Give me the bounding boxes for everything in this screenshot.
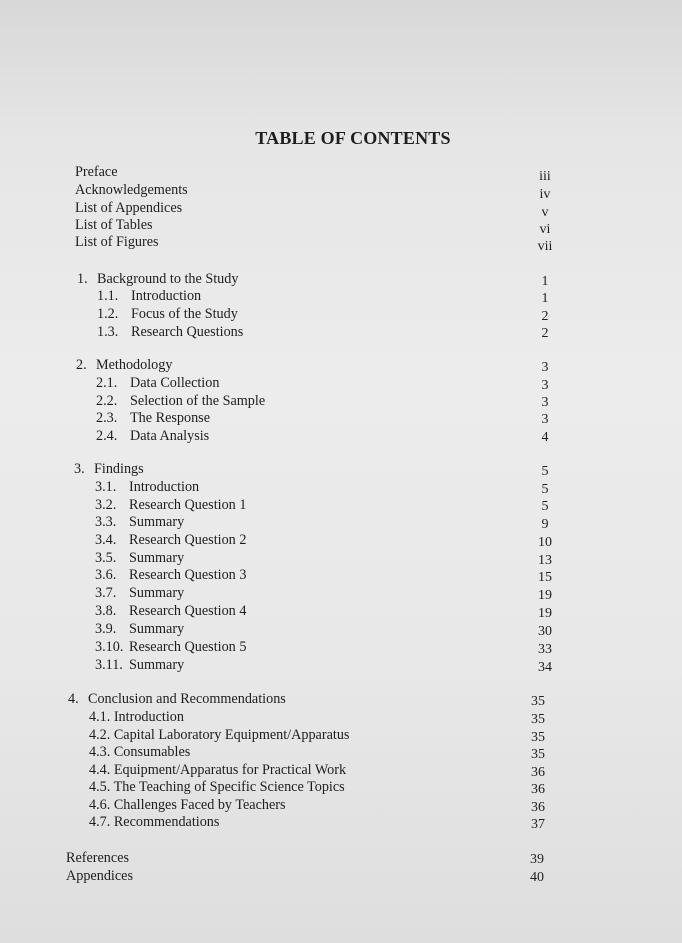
section-number: 4.2.	[89, 727, 111, 743]
section-number: 1.3.	[97, 324, 119, 340]
toc-page-number: 1	[541, 274, 549, 289]
section-title: Recommendations	[113, 814, 220, 830]
section-title: Focus of the Study	[131, 306, 238, 322]
toc-section	[95, 656, 184, 674]
toc-page-number: 3	[541, 412, 549, 427]
toc-section	[89, 726, 349, 744]
toc-page-number: 13	[538, 553, 552, 568]
toc-entry-label: List of Appendices	[75, 200, 183, 216]
section-number: 4.4.	[89, 762, 111, 778]
section-number: 2.3.	[96, 410, 118, 426]
toc-page-number: 35	[531, 712, 545, 727]
toc-section	[95, 638, 246, 656]
chapter-title: Findings	[94, 461, 144, 477]
toc-page-number: 37	[531, 817, 545, 832]
toc-section	[95, 513, 184, 531]
toc-page-number: 2	[541, 326, 549, 341]
toc-page-number: 4	[541, 430, 549, 445]
toc-page-number: 19	[538, 588, 552, 603]
toc-entry-references	[66, 849, 129, 867]
toc-entry-label: List of Tables	[75, 217, 153, 233]
section-title: Equipment/Apparatus for Practical Work	[113, 762, 347, 778]
section-title: Summary	[129, 550, 185, 566]
section-title: Research Question 4	[129, 603, 247, 619]
section-title: Introduction	[113, 709, 184, 725]
section-title: Challenges Faced by Teachers	[113, 797, 286, 813]
toc-section	[89, 761, 346, 779]
toc-entry-list-of-tables	[75, 216, 153, 234]
toc-page-number: 36	[531, 765, 545, 780]
section-title: Data Collection	[130, 375, 220, 391]
toc-chapter-2	[76, 356, 172, 374]
toc-entry-preface	[75, 163, 118, 181]
toc-section	[95, 478, 199, 496]
toc-section	[89, 813, 219, 831]
toc-page-number: 35	[531, 747, 545, 762]
toc-page-number: 34	[538, 660, 552, 675]
toc-page-number: 39	[530, 852, 544, 867]
toc-page-number: 30	[538, 624, 552, 639]
section-title: Selection of the Sample	[130, 393, 266, 409]
toc-page-number: 10	[538, 535, 552, 550]
section-number: 3.4.	[95, 532, 117, 548]
section-number: 1.2.	[97, 306, 119, 322]
section-number: 2.2.	[96, 393, 118, 409]
toc-section	[95, 549, 184, 567]
section-title: Research Question 1	[129, 497, 247, 513]
section-title: Data Analysis	[130, 428, 210, 444]
section-title: Capital Laboratory Equipment/Apparatus	[113, 727, 350, 743]
page-title: TABLE OF CONTENTS	[255, 128, 451, 148]
toc-section	[97, 305, 238, 323]
toc-page-number: 3	[541, 360, 549, 375]
section-number: 4.3.	[89, 744, 111, 760]
section-title: Consumables	[113, 744, 191, 760]
toc-entry-label: List of Figures	[75, 234, 159, 250]
section-number: 2.1.	[96, 375, 118, 391]
section-title: The Teaching of Specific Science Topics	[113, 779, 345, 795]
toc-page-number: 1	[541, 291, 549, 306]
toc-entry-label: Acknowledgements	[75, 182, 188, 198]
toc-section	[89, 743, 190, 761]
toc-page-number: 15	[538, 570, 552, 585]
section-title: Introduction	[129, 479, 200, 495]
section-title: Summary	[129, 657, 185, 673]
toc-page-number: vi	[539, 222, 551, 237]
toc-page-number: 5	[541, 482, 549, 497]
toc-section	[89, 708, 184, 726]
toc-entry-list-of-figures	[75, 233, 159, 251]
toc-page-number: iii	[539, 169, 551, 184]
toc-page-number: 40	[530, 870, 544, 885]
section-number: 3.8.	[95, 603, 117, 619]
toc-page-number: iv	[539, 187, 551, 202]
toc-chapter-1	[77, 270, 238, 288]
section-number: 3.2.	[95, 497, 117, 513]
section-number: 4.1.	[89, 709, 111, 725]
section-title: The Response	[130, 410, 210, 426]
section-title: Summary	[129, 621, 185, 637]
chapter-number: 2.	[76, 357, 87, 373]
section-number: 2.4.	[96, 428, 118, 444]
toc-section	[95, 531, 246, 549]
section-number: 3.11.	[95, 657, 123, 673]
toc-page-number: vii	[537, 239, 553, 254]
section-number: 4.7.	[89, 814, 111, 830]
toc-entry-label: References	[66, 850, 130, 866]
toc-entry-label: Preface	[75, 164, 118, 180]
toc-page-number: 35	[531, 730, 545, 745]
chapter-number: 3.	[74, 461, 85, 477]
toc-entry-label: Appendices	[66, 868, 133, 884]
section-number: 3.1.	[95, 479, 117, 495]
toc-section	[89, 778, 345, 796]
toc-page-number: 35	[531, 694, 545, 709]
toc-section	[97, 287, 201, 305]
section-number: 3.7.	[95, 585, 117, 601]
section-title: Summary	[129, 514, 185, 530]
chapter-number: 1.	[77, 271, 88, 287]
toc-page-number: 36	[531, 800, 545, 815]
toc-section	[95, 496, 246, 514]
section-number: 3.9.	[95, 621, 117, 637]
toc-page-number: 2	[541, 309, 549, 324]
section-number: 4.5.	[89, 779, 111, 795]
toc-chapter-3	[74, 460, 144, 478]
toc-section	[95, 584, 184, 602]
toc-section	[95, 602, 246, 620]
toc-section	[95, 620, 184, 638]
toc-section	[97, 323, 243, 341]
toc-section	[95, 566, 246, 584]
section-number: 3.3.	[95, 514, 117, 530]
toc-page-number: 3	[541, 378, 549, 393]
toc-page-number: 19	[538, 606, 552, 621]
toc-page-number: 9	[541, 517, 549, 532]
toc-entry-appendices	[66, 867, 133, 885]
toc-section	[96, 409, 210, 427]
chapter-title: Conclusion and Recommendations	[88, 691, 286, 707]
chapter-number: 4.	[68, 691, 79, 707]
section-title: Research Question 5	[129, 639, 247, 655]
section-title: Introduction	[131, 288, 202, 304]
toc-section	[96, 427, 209, 445]
toc-section	[96, 374, 219, 392]
toc-page-number: 36	[531, 782, 545, 797]
toc-page-number: 3	[541, 395, 549, 410]
section-number: 3.10.	[95, 639, 124, 655]
toc-chapter-4	[68, 690, 286, 708]
toc-page-number: 5	[541, 464, 549, 479]
toc-page-number: 5	[541, 499, 549, 514]
section-title: Research Question 2	[129, 532, 247, 548]
section-title: Research Question 3	[129, 567, 247, 583]
toc-page-number: v	[541, 205, 549, 220]
section-title: Research Questions	[131, 324, 244, 340]
section-number: 3.5.	[95, 550, 117, 566]
chapter-title: Methodology	[96, 357, 173, 373]
chapter-title: Background to the Study	[97, 271, 239, 287]
toc-section	[89, 796, 286, 814]
section-number: 3.6.	[95, 567, 117, 583]
section-title: Summary	[129, 585, 185, 601]
toc-page-number: 33	[538, 642, 552, 657]
toc-entry-acknowledgements	[75, 181, 188, 199]
section-number: 4.6.	[89, 797, 111, 813]
toc-entry-list-of-appendices	[75, 199, 182, 217]
section-number: 1.1.	[97, 288, 119, 304]
toc-section	[96, 392, 265, 410]
